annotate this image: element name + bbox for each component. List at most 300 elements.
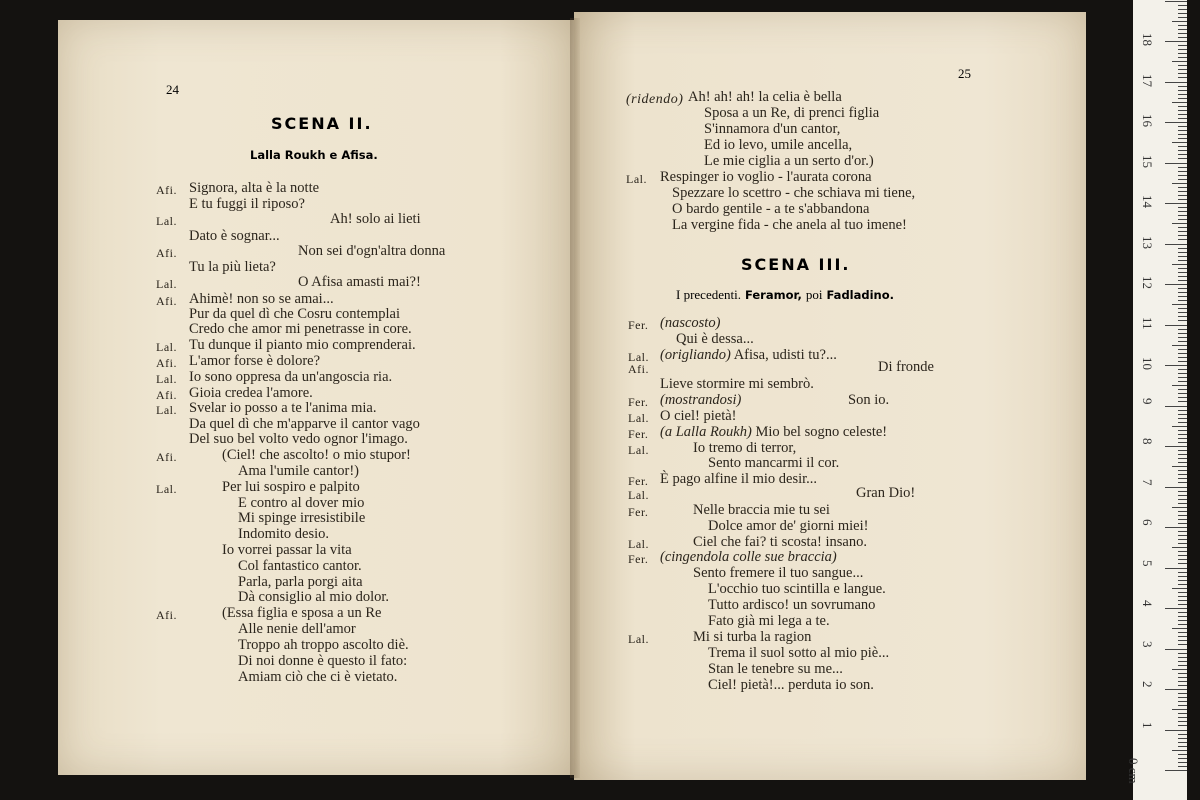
- ruler-tick: [1165, 163, 1187, 164]
- ruler-tick: [1178, 454, 1187, 455]
- ruler-tick: [1178, 600, 1187, 601]
- verse-line: E contro al dover mio: [238, 495, 365, 511]
- verse-line: Trema il suol sotto al mio piè...: [708, 645, 890, 661]
- ruler-tick: [1178, 179, 1187, 180]
- verse-line: Indomito desio.: [238, 526, 330, 542]
- measuring-ruler: [1126, 0, 1187, 800]
- speaker-label: Afi.: [156, 246, 177, 260]
- ruler-tick: [1165, 203, 1187, 204]
- ruler-number: 16: [1140, 114, 1155, 127]
- ruler-tick: [1178, 316, 1187, 317]
- ruler-tick: [1172, 142, 1187, 143]
- ruler-tick: [1178, 25, 1187, 26]
- verse-line: E tu fuggi il riposo?: [189, 196, 305, 212]
- ruler-tick: [1178, 9, 1187, 10]
- ruler-tick: [1178, 134, 1187, 135]
- ruler-tick: [1178, 499, 1187, 500]
- verse-line: Nelle braccia mie tu sei: [693, 502, 830, 518]
- ruler-tick: [1178, 697, 1187, 698]
- verse-line: Lieve stormire mi sembrò.: [660, 376, 814, 392]
- ruler-tick: [1172, 466, 1187, 467]
- ruler-tick: [1178, 397, 1187, 398]
- ruler-tick: [1165, 446, 1187, 447]
- ruler-tick: [1178, 207, 1187, 208]
- ruler-tick: [1178, 604, 1187, 605]
- ruler-tick: [1178, 349, 1187, 350]
- ruler-tick: [1178, 596, 1187, 597]
- verse-line: Mi si turba la ragion: [693, 629, 812, 645]
- ruler-tick: [1178, 742, 1187, 743]
- verse-line: Di noi donne è questo il fato:: [238, 653, 408, 669]
- ruler-tick: [1178, 717, 1187, 718]
- ruler-tick: [1178, 13, 1187, 14]
- ruler-tick: [1178, 256, 1187, 257]
- verse-line: Non sei d'ogn'altra donna: [298, 243, 446, 259]
- ruler-tick: [1178, 738, 1187, 739]
- ruler-tick: [1178, 681, 1187, 682]
- right-scene-title: SCENA III.: [741, 255, 851, 274]
- verse-line: Pur da quel dì che Cosru contemplai: [189, 306, 401, 322]
- ruler-tick: [1178, 758, 1187, 759]
- ruler-tick: [1178, 766, 1187, 767]
- ruler-tick: [1178, 410, 1187, 411]
- ruler-tick: [1178, 195, 1187, 196]
- ruler-tick: [1165, 365, 1187, 366]
- ruler-number: 9: [1140, 397, 1155, 404]
- ruler-tick: [1178, 535, 1187, 536]
- verse-line: Tutto ardisco! un sovrumano: [708, 597, 876, 613]
- ruler-tick: [1178, 329, 1187, 330]
- ruler-tick: [1178, 762, 1187, 763]
- ruler-tick: [1172, 547, 1187, 548]
- ruler-tick: [1172, 223, 1187, 224]
- speaker-label: Lal.: [628, 443, 649, 457]
- verse-line: Di fronde: [878, 359, 934, 375]
- ruler-tick: [1178, 158, 1187, 159]
- ruler-tick: [1178, 227, 1187, 228]
- ruler-tick: [1165, 487, 1187, 488]
- ruler-tick: [1178, 292, 1187, 293]
- ruler-tick: [1178, 572, 1187, 573]
- ruler-tick: [1165, 527, 1187, 528]
- speaker-label: Lal.: [156, 403, 177, 417]
- ruler-tick: [1178, 612, 1187, 613]
- ruler-tick: [1178, 86, 1187, 87]
- ruler-number: 13: [1140, 235, 1155, 249]
- ruler-tick: [1178, 754, 1187, 755]
- ruler-number: 6: [1140, 519, 1155, 526]
- verse-line: Dolce amor de' giorni miei!: [708, 518, 869, 534]
- left-scene-characters: Lalla Roukh e Afisa.: [250, 148, 378, 162]
- ruler-tick: [1178, 167, 1187, 168]
- ruler-tick: [1178, 353, 1187, 354]
- verse-line: Col fantastico cantor.: [238, 558, 362, 574]
- verse-line: S'innamora d'un cantor,: [704, 121, 841, 137]
- ruler-number: 7: [1140, 478, 1155, 485]
- verse-line: Alle nenie dell'amor: [238, 621, 356, 637]
- ruler-tick: [1178, 219, 1187, 220]
- ruler-tick: [1172, 61, 1187, 62]
- verse-line: Spezzare lo scettro - che schiava mi tiene,: [672, 185, 916, 201]
- ruler-tick: [1178, 94, 1187, 95]
- ruler-tick: [1178, 272, 1187, 273]
- ruler-tick: [1172, 183, 1187, 184]
- ruler-tick: [1172, 102, 1187, 103]
- speaker-label: Afi.: [156, 183, 177, 197]
- ruler-tick: [1178, 495, 1187, 496]
- verse-line: Gioia credea l'amore.: [189, 385, 313, 401]
- ruler-tick: [1172, 345, 1187, 346]
- ruler-tick: [1165, 568, 1187, 569]
- speaker-label: Fer.: [628, 318, 649, 332]
- ruler-tick: [1178, 422, 1187, 423]
- verse-line: (cingendola colle sue braccia): [660, 549, 837, 565]
- verse-line: Per lui sospiro e palpito: [222, 479, 360, 495]
- ruler-tick: [1178, 563, 1187, 564]
- ruler-tick: [1178, 721, 1187, 722]
- ruler-number: 14: [1140, 195, 1155, 208]
- ruler-tick: [1178, 65, 1187, 66]
- ruler-tick: [1178, 746, 1187, 747]
- ruler-tick: [1178, 693, 1187, 694]
- characters-end: Fadladino.: [826, 288, 895, 302]
- ruler-tick: [1172, 507, 1187, 508]
- ruler-tick: [1178, 393, 1187, 394]
- ruler-number: 12: [1140, 276, 1155, 289]
- ruler-tick: [1178, 701, 1187, 702]
- ruler-tick: [1178, 491, 1187, 492]
- ruler-number: 18: [1140, 33, 1155, 46]
- ruler-tick: [1178, 211, 1187, 212]
- ruler-tick: [1172, 264, 1187, 265]
- ruler-number: 11: [1140, 316, 1155, 330]
- ruler-tick: [1178, 515, 1187, 516]
- ruler-tick: [1178, 296, 1187, 297]
- ruler-tick: [1178, 414, 1187, 415]
- ruler-tick: [1178, 401, 1187, 402]
- speaker-label: Lal.: [156, 372, 177, 386]
- ruler-tick: [1178, 53, 1187, 54]
- ruler-tick: [1178, 150, 1187, 151]
- ruler-tick: [1178, 580, 1187, 581]
- ruler-tick: [1178, 333, 1187, 334]
- ruler-tick: [1178, 503, 1187, 504]
- ruler-tick: [1178, 616, 1187, 617]
- verse-line: Credo che amor mi penetrasse in core.: [189, 321, 412, 337]
- ruler-tick: [1178, 17, 1187, 18]
- verse-line: Gran Dio!: [856, 485, 916, 501]
- verse-line: Ed io levo, umile ancella,: [704, 137, 853, 153]
- speaker-label: Lal.: [628, 537, 649, 551]
- speaker-label: Afi.: [156, 294, 177, 308]
- ruler-tick: [1178, 110, 1187, 111]
- verse-line: O bardo gentile - a te s'abbandona: [672, 201, 870, 217]
- ruler-tick: [1178, 636, 1187, 637]
- ruler-tick: [1178, 632, 1187, 633]
- verse-line: Troppo ah troppo ascolto diè.: [238, 637, 409, 653]
- verse-line: Da quel dì che m'apparve il cantor vago: [189, 416, 420, 432]
- ruler-tick: [1165, 649, 1187, 650]
- ruler-tick: [1178, 175, 1187, 176]
- ruler-tick: [1172, 385, 1187, 386]
- ruler-tick: [1178, 482, 1187, 483]
- ruler-tick: [1172, 304, 1187, 305]
- verse-line: Io tremo di terror,: [693, 440, 797, 456]
- speaker-label: Afi.: [156, 608, 177, 622]
- ruler-tick: [1178, 69, 1187, 70]
- ruler-tick: [1178, 191, 1187, 192]
- ruler-tick: [1178, 106, 1187, 107]
- ruler-tick: [1178, 665, 1187, 666]
- ruler-tick: [1178, 430, 1187, 431]
- ruler-tick: [1178, 531, 1187, 532]
- verse-line: (origliando) Afisa, udisti tu?...: [660, 347, 837, 363]
- ruler-tick: [1178, 705, 1187, 706]
- ruler-tick: [1172, 588, 1187, 589]
- verse-line: L'amor forse è dolore?: [189, 353, 321, 369]
- ruler-tick: [1178, 373, 1187, 374]
- verse-line: Del suo bel volto vedo ognor l'imago.: [189, 431, 408, 447]
- verse-line: Ah! ah! ah! la celia è bella: [688, 89, 842, 105]
- verse-line: Le mie ciglia a un serto d'or.): [704, 153, 874, 169]
- speaker-label: Lal.: [156, 340, 177, 354]
- speaker-label: Lal.: [628, 632, 649, 646]
- ruler-tick: [1178, 462, 1187, 463]
- verse-line: Io vorrei passar la vita: [222, 542, 352, 558]
- ruler-tick: [1178, 523, 1187, 524]
- ruler-tick: [1178, 114, 1187, 115]
- ruler-tick: [1178, 187, 1187, 188]
- verse-line: (nascosto): [660, 315, 721, 331]
- speaker-label: Afi.: [628, 362, 649, 376]
- speaker-label: Lal.: [628, 411, 649, 425]
- ruler-tick: [1178, 725, 1187, 726]
- ruler-tick: [1165, 284, 1187, 285]
- ruler-tick: [1178, 389, 1187, 390]
- speaker-label: Afi.: [156, 356, 177, 370]
- ruler-number: 3: [1140, 640, 1155, 647]
- characters-main: Feramor,: [744, 288, 802, 302]
- ruler-tick: [1178, 239, 1187, 240]
- ruler-tick: [1178, 584, 1187, 585]
- ruler-tick: [1178, 458, 1187, 459]
- ruler-tick: [1178, 276, 1187, 277]
- ruler-tick: [1178, 268, 1187, 269]
- ruler-tick: [1178, 171, 1187, 172]
- ruler-tick: [1178, 320, 1187, 321]
- ruler-tick: [1178, 442, 1187, 443]
- ruler-tick: [1165, 325, 1187, 326]
- ruler-tick: [1178, 45, 1187, 46]
- verse-line: Signora, alta è la notte: [189, 180, 320, 196]
- verse-line: Ah! solo ai lieti: [330, 211, 421, 227]
- left-scene-title: SCENA II.: [271, 114, 373, 133]
- ruler-number: 1: [1140, 721, 1155, 728]
- ruler-tick: [1172, 709, 1187, 710]
- verse-line: Stan le tenebre su me...: [708, 661, 843, 677]
- ruler-tick: [1178, 33, 1187, 34]
- verse-line: (Essa figlia e sposa a un Re: [222, 605, 382, 621]
- ruler-tick: [1178, 677, 1187, 678]
- ruler-tick: [1178, 576, 1187, 577]
- characters-prefix: I precedenti.: [676, 287, 741, 302]
- ruler-tick: [1178, 470, 1187, 471]
- ruler-tick: [1172, 21, 1187, 22]
- ruler-number: 5: [1140, 559, 1155, 566]
- speaker-label: Lal.: [628, 488, 649, 502]
- ruler-tick: [1178, 5, 1187, 6]
- ruler-tick: [1178, 146, 1187, 147]
- ruler-tick: [1178, 29, 1187, 30]
- ruler-tick: [1165, 244, 1187, 245]
- speaker-label: Lal.: [626, 172, 647, 186]
- ruler-tick: [1178, 624, 1187, 625]
- verse-line: O ciel! pietà!: [660, 408, 737, 424]
- ruler-tick: [1165, 608, 1187, 609]
- ruler-tick: [1165, 770, 1187, 771]
- verse-line: Dato è sognar...: [189, 228, 280, 244]
- ruler-tick: [1178, 559, 1187, 560]
- ruler-tick: [1178, 126, 1187, 127]
- speaker-label: Fer.: [628, 505, 649, 519]
- ruler-tick: [1178, 418, 1187, 419]
- ruler-tick: [1178, 37, 1187, 38]
- speaker-label: Lal.: [156, 482, 177, 496]
- verse-line: Respinger io voglio - l'aurata corona: [660, 169, 872, 185]
- ruler-tick: [1178, 734, 1187, 735]
- verse-line: Sento mancarmi il cor.: [708, 455, 840, 471]
- book-gutter: [570, 18, 580, 778]
- ruler-tick: [1178, 231, 1187, 232]
- speaker-label: Fer.: [628, 474, 649, 488]
- ruler-tick: [1165, 406, 1187, 407]
- ruler-tick: [1178, 98, 1187, 99]
- ruler-tick: [1165, 122, 1187, 123]
- ruler-tick: [1178, 381, 1187, 382]
- verse-line: Sposa a un Re, di prenci figlia: [704, 105, 880, 121]
- ruler-tick: [1178, 685, 1187, 686]
- speaker-label: Afi.: [156, 388, 177, 402]
- verse-line: Ciel che fai? ti scosta! insano.: [693, 534, 867, 550]
- ruler-tick: [1172, 750, 1187, 751]
- verse-line: Tu la più lieta?: [189, 259, 276, 275]
- ruler-tick: [1178, 450, 1187, 451]
- verse-line: Parla, parla porgi aita: [238, 574, 363, 590]
- ruler-tick: [1178, 653, 1187, 654]
- verse-line: Ama l'umile cantor!): [238, 463, 359, 479]
- ruler-tick: [1178, 369, 1187, 370]
- ruler-tick: [1178, 260, 1187, 261]
- verse-line: Amiam ciò che ci è vietato.: [238, 669, 398, 685]
- ruler-tick: [1178, 592, 1187, 593]
- ruler-tick: [1172, 426, 1187, 427]
- ruler-tick: [1172, 628, 1187, 629]
- verse-line: O Afisa amasti mai?!: [298, 274, 421, 290]
- ruler-tick: [1178, 474, 1187, 475]
- ruler-number: 10: [1140, 357, 1155, 370]
- ruler-tick: [1178, 248, 1187, 249]
- ruler-tick: [1178, 215, 1187, 216]
- verse-line: Ciel! pietà!... perduta io son.: [708, 677, 874, 693]
- ruler-tick: [1178, 511, 1187, 512]
- ruler-number: 4: [1140, 600, 1155, 607]
- verse-line: L'occhio tuo scintilla e langue.: [708, 581, 886, 597]
- ruler-tick: [1178, 434, 1187, 435]
- ruler-tick: [1178, 288, 1187, 289]
- speaker-label: (ridendo): [626, 92, 684, 107]
- ruler-tick: [1178, 438, 1187, 439]
- left-page-number: 24: [166, 82, 179, 97]
- ruler-tick: [1178, 640, 1187, 641]
- ruler-tick: [1178, 73, 1187, 74]
- ruler-number: 2: [1140, 681, 1155, 688]
- ruler-tick: [1178, 77, 1187, 78]
- verse-line: Dà consiglio al mio dolor.: [238, 589, 390, 605]
- ruler-tick: [1178, 555, 1187, 556]
- ruler-tick: [1178, 657, 1187, 658]
- ruler-tick: [1172, 669, 1187, 670]
- speaker-label: Lal.: [628, 350, 649, 364]
- ruler-tick: [1178, 377, 1187, 378]
- ruler-unit-label: 0 cm: [1126, 758, 1141, 784]
- ruler-number: 15: [1140, 154, 1155, 168]
- ruler-tick: [1165, 689, 1187, 690]
- ruler-tick: [1178, 673, 1187, 674]
- verse-line: Fato già mi lega a te.: [708, 613, 830, 629]
- speaker-label: Lal.: [156, 214, 177, 228]
- verse-line: Ahimè! non so se amai...: [189, 291, 334, 307]
- ruler-tick: [1178, 620, 1187, 621]
- ruler-tick: [1165, 41, 1187, 42]
- ruler-tick: [1178, 478, 1187, 479]
- ruler-tick: [1178, 551, 1187, 552]
- ruler-tick: [1178, 280, 1187, 281]
- ruler-tick: [1178, 118, 1187, 119]
- ruler-tick: [1178, 199, 1187, 200]
- ruler-tick: [1178, 308, 1187, 309]
- ruler-tick: [1178, 644, 1187, 645]
- ruler-tick: [1178, 543, 1187, 544]
- verse-line: Tu dunque il pianto mio comprenderai.: [189, 337, 416, 353]
- ruler-tick: [1165, 1, 1187, 2]
- verse-line: Svelar io posso a te l'anima mia.: [189, 400, 377, 416]
- verse-line: (a Lalla Roukh) Mio bel sogno celeste!: [660, 424, 888, 440]
- right-scene-characters: [676, 287, 894, 303]
- verse-line: La vergine fida - che anela al tuo imene!: [672, 217, 907, 233]
- speaker-label: Lal.: [156, 277, 177, 291]
- verse-line: Qui è dessa...: [676, 331, 754, 347]
- ruler-tick: [1178, 357, 1187, 358]
- right-page-number: 25: [958, 66, 971, 81]
- ruler-number: 17: [1140, 73, 1155, 87]
- ruler-tick: [1178, 57, 1187, 58]
- ruler-tick: [1178, 713, 1187, 714]
- speaker-label: Fer.: [628, 395, 649, 409]
- verse-line: (mostrandosi): [660, 392, 742, 408]
- ruler-tick: [1178, 130, 1187, 131]
- ruler-tick: [1178, 252, 1187, 253]
- verse-line: (Ciel! che ascolto! o mio stupor!: [222, 447, 411, 463]
- verse-line: Son io.: [848, 392, 890, 408]
- ruler-tick: [1178, 154, 1187, 155]
- ruler-tick: [1178, 539, 1187, 540]
- ruler-tick: [1178, 90, 1187, 91]
- ruler-tick: [1178, 300, 1187, 301]
- verse-line: Sento fremere il tuo sangue...: [693, 565, 864, 581]
- ruler-tick: [1165, 82, 1187, 83]
- speaker-label: Fer.: [628, 427, 649, 441]
- ruler-tick: [1178, 341, 1187, 342]
